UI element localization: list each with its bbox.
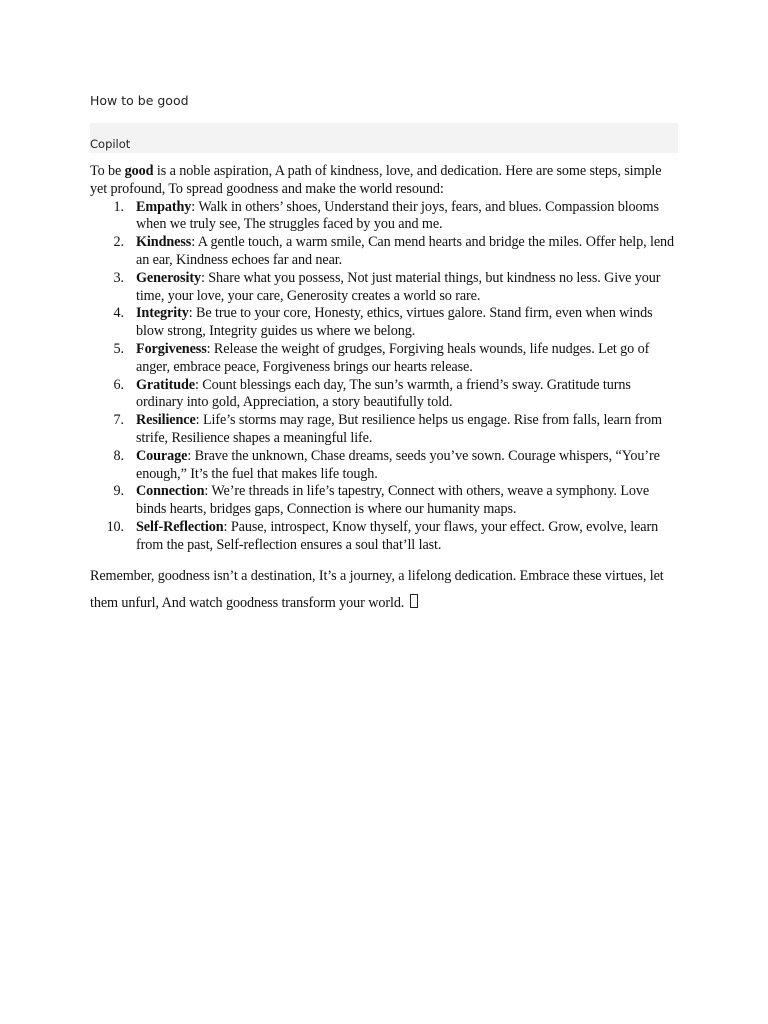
list-item <box>90 270 680 306</box>
step-text: : We’re threads in life’s tapestry, Connect with others, weave a symphony. Love binds hearts, bridges gaps, Connection is where our humanity maps. <box>136 483 650 518</box>
step-number: 7. <box>113 412 124 429</box>
step-number: 5. <box>113 340 124 357</box>
step-name: Connection <box>136 483 205 500</box>
step-name: Generosity <box>136 269 201 286</box>
intro-text-start: To be <box>90 163 125 179</box>
list-item <box>90 199 680 235</box>
step-number: 4. <box>113 305 124 322</box>
step-number: 2. <box>113 234 124 251</box>
step-number: 3. <box>113 269 124 286</box>
step-name: Courage <box>136 447 188 464</box>
list-item <box>90 377 680 413</box>
step-number: 1. <box>113 198 124 215</box>
steps-list <box>90 199 680 555</box>
list-item <box>90 412 680 448</box>
step-text: : Be true to your core, Honesty, ethics, virtues galore. Stand firm, even when winds blow strong, Integrity guides us where we belong. <box>136 305 653 340</box>
intro-bold-word: good <box>124 163 154 179</box>
step-name: Integrity <box>136 305 189 322</box>
list-item <box>90 519 680 555</box>
step-text: : Life’s storms may rage, But resilience helps us engage. Rise from falls, learn from strife, Resilience shapes a meaningful life. <box>136 412 662 446</box>
closing-text: Remember, goodness isn’t a destination, It’s a journey, a lifelong dedication. Embrace these virtues, let them unfurl, And watch goodness transform your world. <box>90 567 664 611</box>
step-number: 8. <box>113 447 124 464</box>
step-number: 9. <box>113 483 124 500</box>
step-number: 10. <box>106 518 124 535</box>
step-text: : Count blessings each day, The sun’s warmth, a friend’s sway. Gratitude turns ordinary into gold, Appreciation, a story beautifully told. <box>136 376 631 411</box>
step-text: : Walk in others’ shoes, Understand their joys, fears, and blues. Compassion blooms when we truly see, The struggles faced by you and me. <box>136 198 659 233</box>
list-item <box>90 305 680 341</box>
step-name: Empathy <box>136 198 192 215</box>
step-name: Resilience <box>136 412 196 429</box>
intro-paragraph <box>90 163 680 199</box>
step-name: Gratitude <box>136 376 195 393</box>
list-item <box>90 234 680 270</box>
missing-glyph-icon <box>410 594 418 608</box>
list-item <box>90 341 680 377</box>
source-label: Copilot <box>90 137 131 151</box>
intro-text-end: is a noble aspiration, A path of kindness, love, and dedication. Here are some steps, simple yet profound, To spread goodness and make the world resound: <box>90 163 662 197</box>
step-text: : A gentle touch, a warm smile, Can mend hearts and bridge the miles. Offer help, lend an ear, Kindness echoes far and near. <box>136 234 675 268</box>
step-text: : Release the weight of grudges, Forgiving heals wounds, life nudges. Let go of anger, embrace peace, Forgiveness brings our hearts release. <box>136 340 650 375</box>
step-text: : Pause, introspect, Know thyself, your flaws, your effect. Grow, evolve, learn from the past, Self-reflection ensures a soul that’ll last. <box>136 518 659 553</box>
list-item <box>90 483 680 519</box>
step-text: : Brave the unknown, Chase dreams, seeds you’ve sown. Courage whispers, “You’re enough,” It’s the fuel that makes life tough. <box>136 447 660 482</box>
step-text: : Share what you possess, Not just material things, but kindness no less. Give your time, your love, your care, Generosity creates a world so rare. <box>136 269 661 304</box>
response-body <box>90 163 680 617</box>
list-item <box>90 448 680 484</box>
document-title: How to be good <box>90 93 189 108</box>
step-number: 6. <box>113 376 124 393</box>
step-name: Forgiveness <box>136 340 207 357</box>
closing-paragraph <box>90 563 680 617</box>
source-banner <box>90 123 678 153</box>
step-name: Kindness <box>136 234 192 251</box>
step-name: Self-Reflection <box>136 518 224 535</box>
